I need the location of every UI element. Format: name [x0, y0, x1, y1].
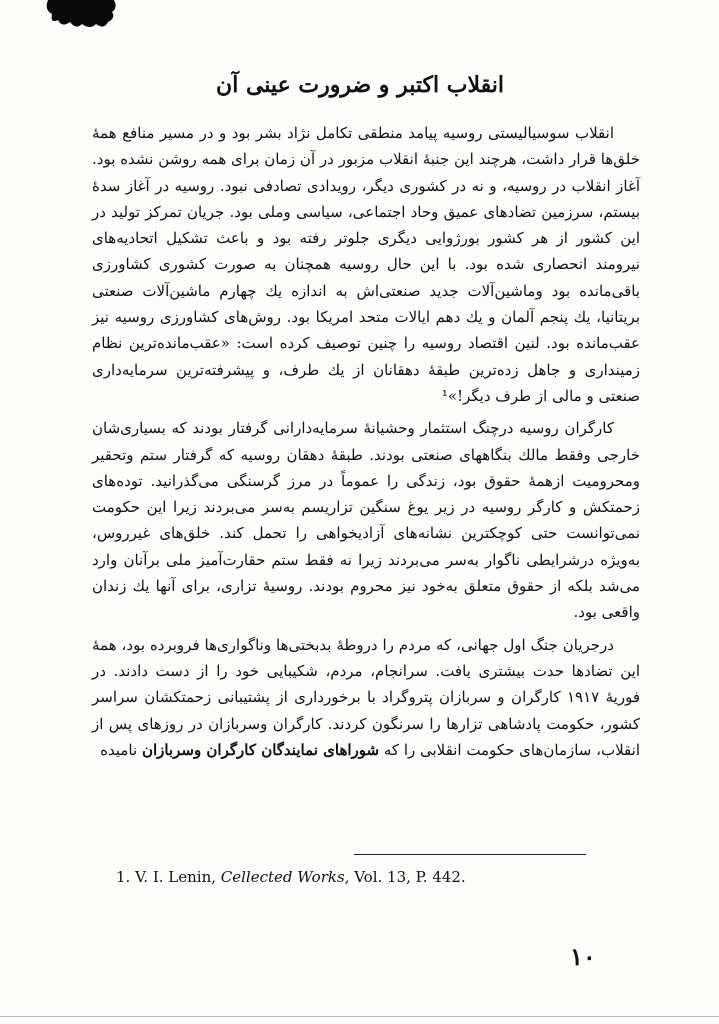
footnote: [116, 868, 466, 886]
paragraph-3-tail: نامیده: [100, 740, 142, 759]
footnote-work: Cellected Works,: [220, 868, 350, 886]
ink-blot-decoration: [42, 0, 120, 30]
page-bottom-edge: [0, 1016, 719, 1017]
page-number: ۱۰: [570, 942, 596, 971]
paragraph-3: [92, 632, 640, 763]
soviets-term: شوراهای نمایندگان کارگران وسربازان: [141, 740, 380, 759]
footnote-author: 1. V. I. Lenin,: [116, 868, 221, 886]
paragraph-3-text: درجریان جنگ اول جهانی، که مردم را دروطهٔ بدبختی‌ها وناگواری‌ها فروبرده بود، همهٔ این تضادها حدت بیشتری یافت. سرانجام، مردم، شکیبایی خود را از دست دادند. در فوریهٔ ۱۹۱۷ کارگران و سربازان پتروگراد با برخورداری از پشتیبانی زحمتکشان سراسر کشور، حکومت پادشاهی تزارها را سرنگون کردند. کارگران وسربازان در روزهای پس از انقلاب، سازمان‌های حکومت انقلابی را که: [92, 635, 640, 759]
paragraph-1: انقلاب سوسیالیستی روسیه پیامد منطقی تکامل نژاد بشر بود و در مسیر منافع همهٔ خلق‌ها قرار داشت، هرچند این جنبهٔ انقلاب مزبور در آن زمان برای همه روشن نشده بود. آغاز انقلاب در روسیه، و نه در کشوری دیگر، رویدادی تصادفی نبود. روسیه در آغاز سدهٔ بیستم، سرزمین تضادهای عمیق وحاد اجتماعی، سیاسی وملی بود. جریان تمرکز تولید در این کشور از هر کشور بورژوایی دیگری جلوتر رفته بود و باعث تشکیل اتحادیه‌های نیرومند انحصاری شده بود. با این حال روسیه همچنان به صورت کشوری کشاورزی باقی‌مانده بود وماشین‌آلات جدید صنعتی‌اش به اندازه یك چهارم ماشین‌آلات صنعتی بریتانیا، یك پنجم آلمان و یك دهم ایالات متحد امریکا بود. روش‌های کشاورزی روسیه نیز عقب‌مانده بود. لنین اقتصاد روسیه را چنین توصیف کرده است: «عقب‌مانده‌ترین نظام زمینداری و جاهل زده‌ترین طبقهٔ دهقانان از یك طرف، و پیشرفته‌ترین سرمایه‌داری صنعتی و مالی از طرف دیگر!»¹: [92, 124, 640, 405]
page-title: انقلاب اکتبر و ضرورت عینی آن: [216, 72, 504, 98]
footnote-divider: [354, 854, 586, 855]
paragraph-2: کارگران روسیه درچنگ استثمار وحشیانهٔ سرمایه‌دارانی گرفتار بودند که بسیاری‌شان خارجی وفقط مالك بنگاههای صنعتی بودند. طبقهٔ دهقان روسیه که گرفتار ستم وتحقیر ومحرومیت ازهمهٔ حقوق بود، زندگی را عموماً در مرز گرسنگی می‌گذرانید. توده‌های زحمتکش و کارگر روسیه در زیر یوغ سنگین تزاریسم به‌سر می‌بردند زیرا این حکومت نمی‌توانست حتی کوچکترین نشانه‌های آزادیخواهی را تحمل کند. خلق‌های غیرروس، به‌ویژه درشرایطی ناگوار به‌سر می‌بردند زیرا نه فقط ستم حقارت‌آمیز ملی برآنان وارد می‌شد بلکه از حقوق متعلق به‌خود نیز محروم بودند. روسیهٔ تزاری، برای آنها یك زندان واقعی بود.: [92, 419, 640, 622]
footnote-reference: Vol. 13, P. 442.: [349, 868, 466, 886]
body-text: [92, 120, 640, 763]
